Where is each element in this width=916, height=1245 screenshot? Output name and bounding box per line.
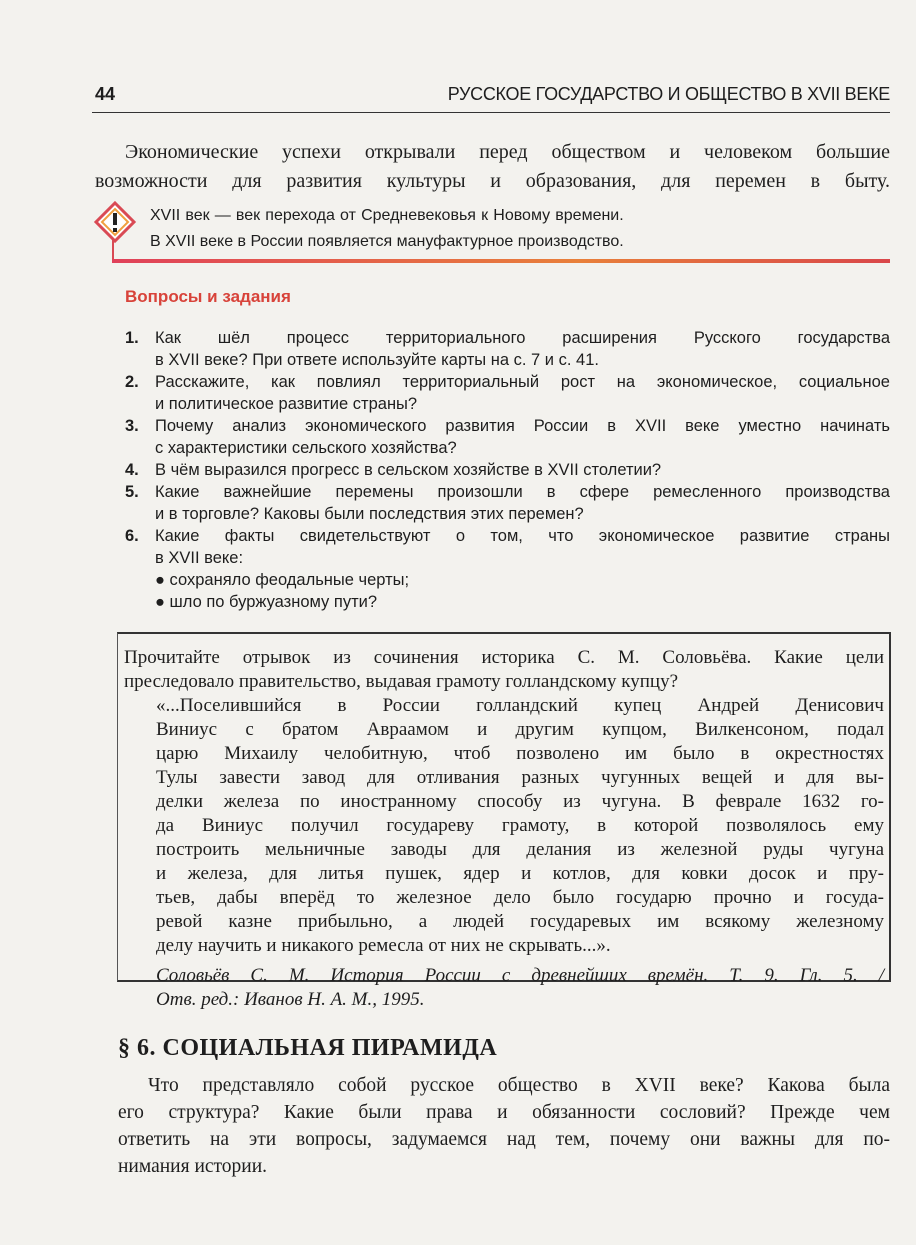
question-number: 3. bbox=[125, 417, 139, 435]
task-line: преследовало правительство, выдавая грамоту голландскому купцу? bbox=[124, 671, 679, 692]
question-number: 1. bbox=[125, 329, 139, 347]
text-line: ответить на эти вопросы, задумаемся над тем, почему они важны для по- bbox=[118, 1129, 890, 1150]
quote-line: Тулы завести завод для отливания разных чугунных вещей и для вы- bbox=[156, 767, 884, 788]
quote-line: ревой казне прибыльно, а людей государевых им всякому железному bbox=[156, 911, 884, 932]
question-line: Расскажите, как повлиял территориальный рост на экономическое, социальное bbox=[155, 373, 890, 391]
question-line: и в торговле? Каковы были последствия этих перемен? bbox=[155, 505, 584, 523]
bullet-item: ● шло по буржуазному пути? bbox=[155, 593, 378, 611]
questions-title: Вопросы и задания bbox=[125, 287, 291, 306]
question-line: Почему анализ экономического развития России в XVII веке уместно начинать bbox=[155, 417, 890, 435]
section-title: § 6. СОЦИАЛЬНАЯ ПИРАМИДА bbox=[118, 1035, 498, 1061]
text-line: Экономические успехи открывали перед обществом и человеком большие bbox=[125, 141, 890, 163]
quote-line: и железа, для литья пушек, ядер и котлов, для ковки досок и пру- bbox=[156, 863, 884, 884]
text-line: Что представляло собой русское общество в XVII веке? Какова была bbox=[148, 1075, 890, 1096]
citation-line: Соловьёв С. М. История России с древнейших времён. Т. 9. Гл. 5. / bbox=[156, 965, 884, 986]
quote-line: Виниус с братом Авраамом и другим купцом, Вилкенсоном, подал bbox=[156, 719, 884, 740]
note-rule bbox=[112, 259, 890, 263]
quote-line: да Виниус получил государеву грамоту, в которой позволялось ему bbox=[156, 815, 884, 836]
question-item bbox=[125, 525, 890, 569]
question-item bbox=[125, 481, 890, 525]
bullet-item: ● сохраняло феодальные черты; bbox=[155, 571, 410, 589]
question-line: В чём выразился прогресс в сельском хозяйстве в XVII столетии? bbox=[155, 461, 662, 479]
quote-line: делки железа по иностранному способу из чугуна. В феврале 1632 го- bbox=[156, 791, 884, 812]
quote-line: «...Поселившийся в России голландский купец Андрей Денисович bbox=[156, 695, 884, 716]
question-number: 2. bbox=[125, 373, 139, 391]
citation-line: Отв. ред.: Иванов Н. А. М., 1995. bbox=[156, 989, 425, 1010]
task-line: Прочитайте отрывок из сочинения историка С. М. Соловьёва. Какие цели bbox=[124, 647, 884, 668]
running-title: РУССКОЕ ГОСУДАРСТВО И ОБЩЕСТВО В XVII ВЕКЕ bbox=[447, 84, 890, 104]
question-item bbox=[125, 371, 890, 415]
source-box-text bbox=[124, 646, 884, 1012]
question-line: в XVII веке? При ответе используйте карты на с. 7 и с. 41. bbox=[155, 351, 599, 369]
page-number: 44 bbox=[95, 84, 116, 104]
question-item bbox=[125, 415, 890, 459]
quote-line: тьев, дабы вперёд то железное дело было государю прочно и госуда- bbox=[156, 887, 884, 908]
quote-line: делу научить и никакого ремесла от них не скрывать...». bbox=[156, 935, 611, 956]
question-line: Как шёл процесс территориального расширения Русского государства bbox=[155, 329, 890, 347]
note-line: В XVII веке в России появляется мануфактурное производство. bbox=[150, 233, 624, 250]
quote-line: царю Михаилу челобитную, чтоб позволено им было в окрестностях bbox=[156, 743, 884, 764]
question-line: и политическое развитие страны? bbox=[155, 395, 418, 413]
question-number: 5. bbox=[125, 483, 139, 501]
question-number: 6. bbox=[125, 527, 139, 545]
note-line: XVII век — век перехода от Средневековья к Новому времени. bbox=[150, 207, 624, 224]
question-line: в XVII веке: bbox=[155, 549, 244, 567]
question-number: 4. bbox=[125, 461, 139, 479]
warning-diamond-icon bbox=[93, 200, 137, 244]
section-intro-paragraph bbox=[118, 1072, 890, 1180]
question-line: с характеристики сельского хозяйства? bbox=[155, 439, 457, 457]
question-line: Какие факты свидетельствуют о том, что экономическое развитие страны bbox=[155, 527, 890, 545]
question-line: Какие важнейшие перемены произошли в сфере ремесленного производства bbox=[155, 483, 890, 501]
question-item bbox=[125, 459, 890, 481]
text-line: возможности для развития культуры и образования, для перемен в быту. bbox=[95, 170, 890, 192]
question-item bbox=[125, 327, 890, 371]
header-rule bbox=[92, 112, 890, 113]
text-line: нимания истории. bbox=[118, 1156, 268, 1177]
intro-paragraph bbox=[95, 138, 890, 196]
questions-list bbox=[125, 327, 890, 613]
text-line: его структура? Какие были права и обязанности сословий? Прежде чем bbox=[118, 1102, 890, 1123]
note-text bbox=[150, 203, 624, 255]
quote-line: построить мельничные заводы для делания из железной руды чугуна bbox=[156, 839, 884, 860]
